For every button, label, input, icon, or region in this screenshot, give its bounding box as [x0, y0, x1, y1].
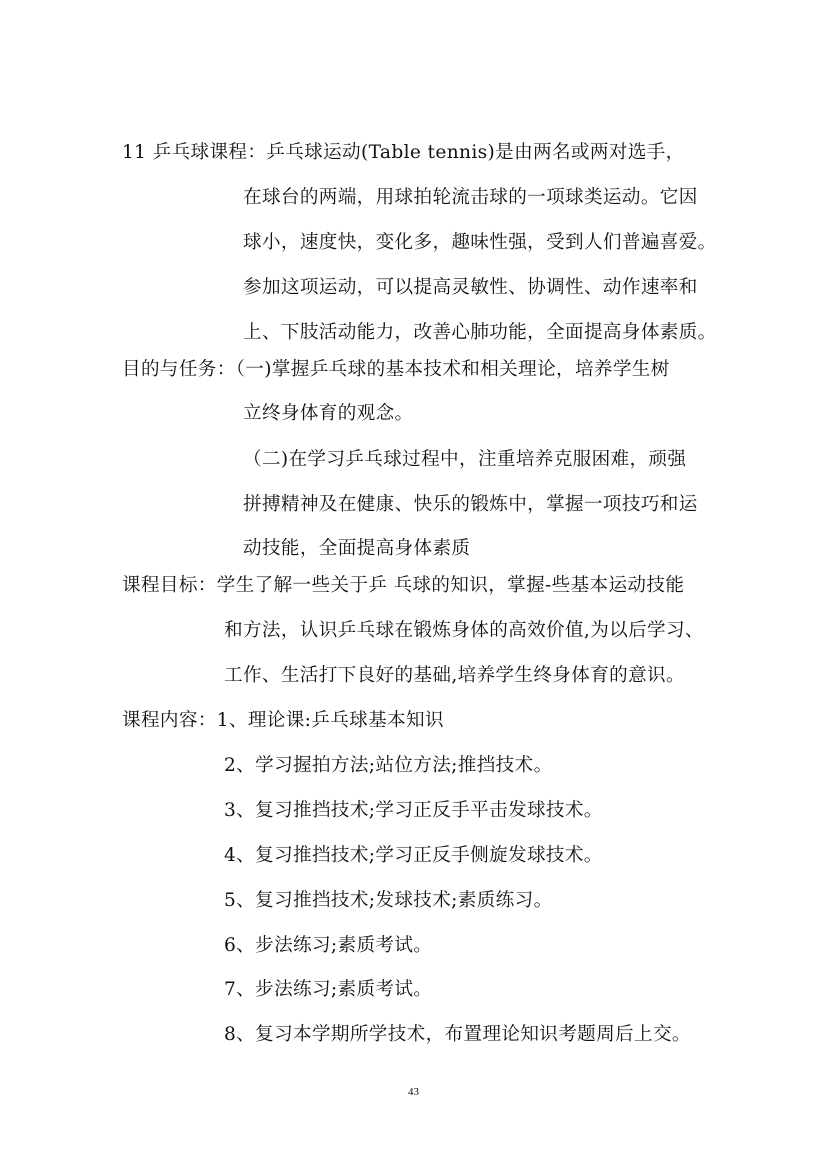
content-item: 3、复习推挡技术;学习正反手平击发球技术。	[224, 800, 603, 821]
content-item: 4、复习推挡技术;学习正反手侧旋发球技术。	[224, 845, 603, 866]
intro-line: 在球台的两端，用球拍轮流击球的一项球类运动。它因	[243, 187, 698, 208]
goals-line: 和方法，认识乒乓球在锻炼身体的高效价值,为以后学习、	[224, 620, 704, 641]
objectives-line: 拼搏精神及在健康、快乐的锻炼中，掌握一项技巧和运	[243, 494, 698, 515]
objectives-line: 立终身体育的观念。	[243, 403, 414, 424]
content-line: 课程内容：1、理论课:乒乓球基本知识	[122, 710, 444, 731]
section-heading: 11 乒乓球课程：乒乓球运动(Table tennis)是由两名或两对选手，	[122, 142, 685, 163]
goals-line: 工作、生活打下良好的基础,培养学生终身体育的意识。	[224, 665, 685, 686]
content-item: 2、学习握拍方法;站位方法;推挡技术。	[224, 755, 553, 776]
content-item: 7、步法练习;素质考试。	[224, 979, 433, 1000]
goals-line: 课程目标：学生了解一些关于乒 乓球的知识，掌握-些基本运动技能	[122, 575, 685, 596]
intro-line: 上、下肢活动能力，改善心肺功能，全面提高身体素质。	[243, 322, 717, 343]
objectives-line: （二)在学习乒乓球过程中，注重培养克服困难，顽强	[243, 449, 687, 470]
intro-line: 参加这项运动，可以提高灵敏性、协调性、动作速率和	[243, 277, 698, 298]
objectives-line: 动技能，全面提高身体素质	[243, 538, 471, 559]
intro-line: 球小，速度快，变化多，趣味性强，受到人们普遍喜爱。	[243, 232, 717, 253]
content-item: 5、复习推挡技术;发球技术;素质练习。	[224, 890, 553, 911]
content-item: 8、复习本学期所学技术，布置理论知识考题周后上交。	[224, 1024, 691, 1045]
content-item: 6、步法练习;素质考试。	[224, 935, 433, 956]
page-number: 43	[408, 1086, 419, 1098]
objectives-line: 目的与任务：（一)掌握乒乓球的基本技术和相关理论，培养学生树	[122, 359, 670, 380]
